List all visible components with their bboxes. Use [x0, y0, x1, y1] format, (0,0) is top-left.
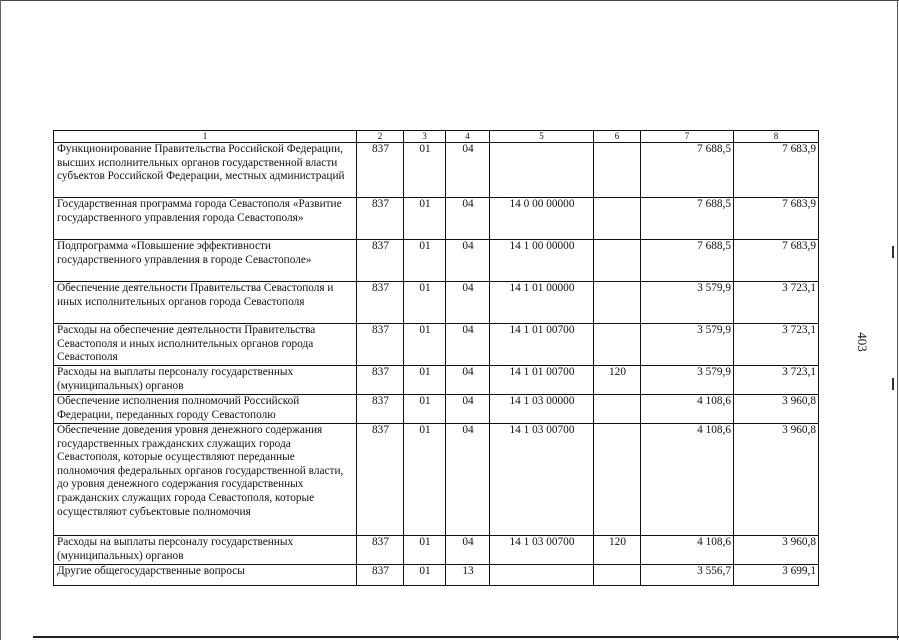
row-name: Государственная программа города Севастополя «Развитие государственного управления города Севастополя»: [54, 198, 357, 240]
row-csr: 14 1 03 00700: [490, 424, 594, 536]
row-sum-2: 3 960,8: [734, 395, 819, 424]
row-rz: 01: [404, 324, 446, 366]
row-vr: [594, 282, 641, 324]
table-row: [54, 198, 819, 240]
row-csr: 14 1 01 00700: [490, 324, 594, 366]
row-sum-2: 3 723,1: [734, 282, 819, 324]
row-sum-1: 7 688,5: [641, 143, 734, 198]
row-ved: 837: [357, 240, 404, 282]
row-pr: 04: [446, 240, 490, 282]
header-cell: 8: [734, 131, 819, 143]
row-vr: [594, 240, 641, 282]
row-name: Подпрограмма «Повышение эффективности государственного управления в городе Севастополе»: [54, 240, 357, 282]
row-csr: 14 1 03 00000: [490, 395, 594, 424]
row-csr: 14 1 01 00700: [490, 366, 594, 395]
row-csr: 14 1 01 00000: [490, 282, 594, 324]
header-cell: 7: [641, 131, 734, 143]
row-csr: 14 1 03 00700: [490, 536, 594, 565]
row-rz: 01: [404, 143, 446, 198]
row-name: Обеспечение доведения уровня денежного содержания государственных гражданских служащих города Севастополя, которые осуществляют переданные полномочия федеральных органов государственной власти, до уровня денежного содержания государственных гражданских служащих города Севастополя, которые осуществляют субъектовые полномочия: [54, 424, 357, 536]
header-cell: 3: [404, 131, 446, 143]
row-rz: 01: [404, 366, 446, 395]
row-ved: 837: [357, 282, 404, 324]
row-sum-1: 3 579,9: [641, 366, 734, 395]
row-sum-1: 7 688,5: [641, 240, 734, 282]
scan-mark: [892, 378, 894, 390]
row-sum-2: 7 683,9: [734, 240, 819, 282]
row-pr: 13: [446, 565, 490, 586]
row-rz: 01: [404, 424, 446, 536]
row-sum-2: 7 683,9: [734, 198, 819, 240]
row-name: Расходы на выплаты персоналу государственных (муниципальных) органов: [54, 536, 357, 565]
row-vr: [594, 324, 641, 366]
row-name: Расходы на обеспечение деятельности Правительства Севастополя и иных исполнительных органов города Севастополя: [54, 324, 357, 366]
page-number: 403: [855, 332, 870, 352]
scan-line-bottom: [33, 636, 899, 638]
row-csr: 14 1 00 00000: [490, 240, 594, 282]
budget-table: [53, 130, 819, 586]
table-row: [54, 424, 819, 536]
row-pr: 04: [446, 324, 490, 366]
table-row: [54, 240, 819, 282]
row-ved: 837: [357, 565, 404, 586]
row-rz: 01: [404, 395, 446, 424]
row-ved: 837: [357, 366, 404, 395]
row-csr: [490, 143, 594, 198]
row-ved: 837: [357, 324, 404, 366]
row-sum-2: 3 723,1: [734, 324, 819, 366]
header-cell: 1: [54, 131, 357, 143]
row-name: Другие общегосударственные вопросы: [54, 565, 357, 586]
row-sum-1: 4 108,6: [641, 395, 734, 424]
table-row: [54, 366, 819, 395]
header-cell: 6: [594, 131, 641, 143]
row-pr: 04: [446, 536, 490, 565]
row-sum-2: 3 723,1: [734, 366, 819, 395]
row-name: Функционирование Правительства Российской Федерации, высших исполнительных органов государственной власти субъектов Российской Федерации, местных администраций: [54, 143, 357, 198]
row-vr: 120: [594, 366, 641, 395]
row-vr: [594, 395, 641, 424]
row-ved: 837: [357, 536, 404, 565]
row-vr: [594, 424, 641, 536]
row-rz: 01: [404, 240, 446, 282]
scan-border-top: [0, 0, 899, 1]
table-row: [54, 565, 819, 586]
scan-border-right: [897, 0, 898, 640]
row-pr: 04: [446, 424, 490, 536]
header-row: [54, 131, 819, 143]
table-row: [54, 282, 819, 324]
row-csr: [490, 565, 594, 586]
row-vr: [594, 198, 641, 240]
row-sum-1: 4 108,6: [641, 536, 734, 565]
row-rz: 01: [404, 282, 446, 324]
row-sum-1: 3 579,9: [641, 324, 734, 366]
header-cell: 4: [446, 131, 490, 143]
row-rz: 01: [404, 565, 446, 586]
row-sum-2: 3 699,1: [734, 565, 819, 586]
header-cell: 5: [490, 131, 594, 143]
row-vr: [594, 565, 641, 586]
scan-border-left: [0, 0, 1, 640]
row-pr: 04: [446, 198, 490, 240]
row-ved: 837: [357, 424, 404, 536]
row-pr: 04: [446, 366, 490, 395]
row-csr: 14 0 00 00000: [490, 198, 594, 240]
row-sum-1: 3 579,9: [641, 282, 734, 324]
row-sum-2: 3 960,8: [734, 536, 819, 565]
table-row: [54, 536, 819, 565]
row-rz: 01: [404, 536, 446, 565]
row-ved: 837: [357, 395, 404, 424]
header-cell: 2: [357, 131, 404, 143]
table-row: [54, 143, 819, 198]
row-sum-1: 7 688,5: [641, 198, 734, 240]
row-vr: [594, 143, 641, 198]
row-sum-1: 3 556,7: [641, 565, 734, 586]
scan-mark: [892, 246, 894, 258]
row-name: Обеспечение исполнения полномочий Российской Федерации, переданных городу Севастополю: [54, 395, 357, 424]
row-pr: 04: [446, 395, 490, 424]
table-row: [54, 324, 819, 366]
row-name: Расходы на выплаты персоналу государственных (муниципальных) органов: [54, 366, 357, 395]
row-ved: 837: [357, 198, 404, 240]
row-pr: 04: [446, 143, 490, 198]
row-pr: 04: [446, 282, 490, 324]
row-rz: 01: [404, 198, 446, 240]
row-ved: 837: [357, 143, 404, 198]
row-sum-1: 4 108,6: [641, 424, 734, 536]
row-sum-2: 7 683,9: [734, 143, 819, 198]
row-name: Обеспечение деятельности Правительства Севастополя и иных исполнительных органов города Севастополя: [54, 282, 357, 324]
row-sum-2: 3 960,8: [734, 424, 819, 536]
table-row: [54, 395, 819, 424]
row-vr: 120: [594, 536, 641, 565]
